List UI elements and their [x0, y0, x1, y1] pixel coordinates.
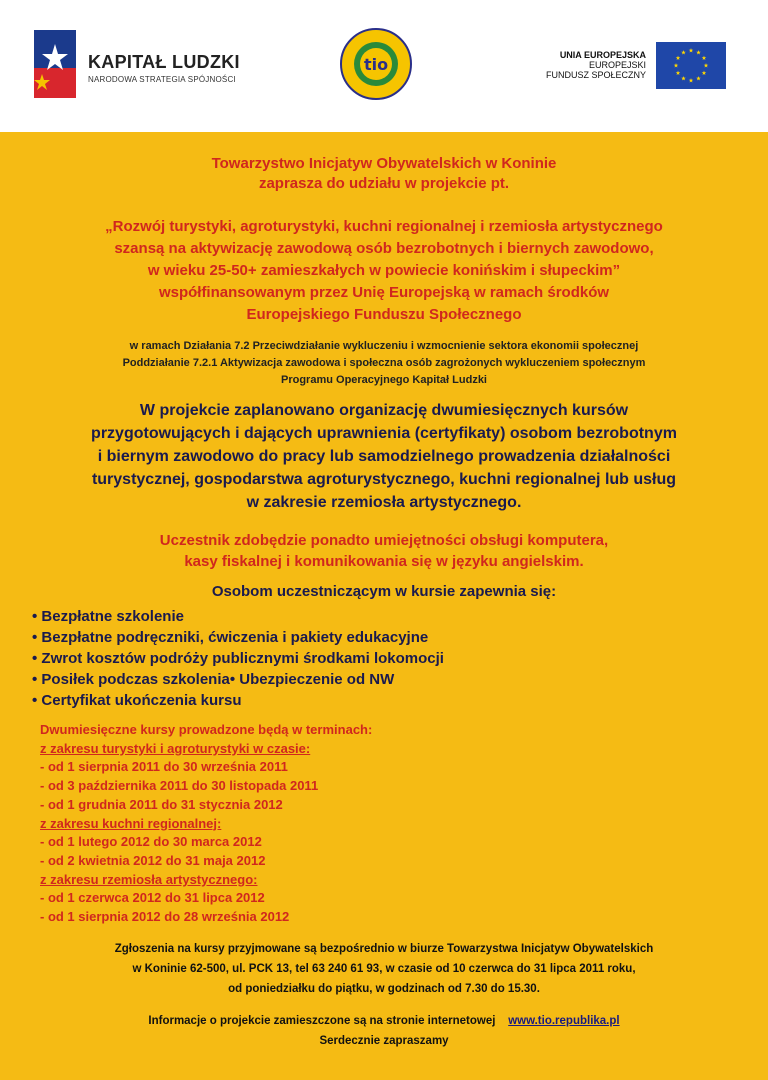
terms-date: - od 1 czerwca 2012 do 31 lipca 2012 [40, 890, 265, 906]
terms-section-title: z zakresu kuchni regionalnej: [40, 815, 222, 831]
offers-title: Osobom uczestniczącym w kursie zapewnia się: [211, 583, 557, 600]
kapital-ludzki-logo-icon [34, 30, 76, 98]
website-line [0, 1011, 768, 1031]
project-title [0, 216, 768, 326]
list-item: • Bezpłatne podręczniki, ćwiczenia i pakiety edukacyjne [32, 629, 429, 646]
course-terms [40, 721, 768, 927]
list-item: • Zwrot kosztów podróży publicznymi środkami lokomocji [32, 650, 444, 667]
list-item: • Bezpłatne szkolenie [32, 608, 184, 625]
tio-logo-icon [340, 28, 412, 100]
intro-line2: zaprasza do udziału w projekcie pt. [258, 175, 510, 192]
dzialanie [0, 338, 768, 389]
list-item: • Posiłek podczas szkolenia• Ubezpieczenie od NW [32, 671, 395, 688]
offers-list [32, 606, 768, 711]
eu-line2: EUROPEJSKI [588, 60, 646, 70]
tio-logo-text: tio [363, 55, 389, 74]
dzialanie-line2: Poddziałanie 7.2.1 Aktywizacja zawodowa i społeczna osób zagrożonych wykluczeniem społecznym [122, 357, 646, 369]
eu-line3: FUNDUSZ SPOŁECZNY [545, 70, 646, 80]
closing-text: Serdecznie zapraszamy [319, 1034, 449, 1047]
extra-skills [0, 530, 768, 572]
terms-date: - od 3 października 2011 do 30 listopada 2011 [40, 778, 319, 794]
registration-info [0, 939, 768, 999]
terms-date: - od 2 kwietnia 2012 do 31 maja 2012 [40, 852, 266, 868]
terms-section-title: z zakresu rzemiosła artystycznego: [40, 871, 258, 887]
terms-date: - od 1 sierpnia 2011 do 30 września 2011 [40, 759, 288, 775]
intro-line1: Towarzystwo Inicjatyw Obywatelskich w Koninie [211, 155, 557, 172]
project-line4: współfinansowanym przez Unię Europejską w ramach środków [158, 284, 610, 301]
website-text: Informacje o projekcie zamieszczone są na stronie internetowej [148, 1014, 496, 1027]
registration-line3: od poniedziałku do piątku, w godzinach od 7.30 do 15.30. [228, 982, 540, 995]
description-line3: i biernym zawodowo do pracy lub samodzielnego prowadzenia działalności [97, 448, 671, 465]
kl-subtitle: NARODOWA STRATEGIA SPÓJNOŚCI [88, 75, 236, 84]
terms-date: - od 1 lutego 2012 do 30 marca 2012 [40, 834, 262, 850]
terms-date: - od 1 grudnia 2011 do 31 stycznia 2012 [40, 796, 283, 812]
website-link[interactable]: www.tio.republika.pl [508, 1014, 620, 1027]
list-item: • Certyfikat ukończenia kursu [32, 692, 242, 709]
registration-line2: w Koninie 62-500, ul. PCK 13, tel 63 240 61 93, w czasie od 10 czerwca do 31 lipca 2011 roku, [132, 962, 636, 975]
website-info [0, 1011, 768, 1051]
project-line2: szansą na aktywizację zawodową osób bezrobotnych i biernych zawodowo, [114, 240, 654, 257]
dzialanie-line3: Programu Operacyjnego Kapitał Ludzki [281, 374, 487, 386]
description-line1: W projekcie zaplanowano organizację dwumiesięcznych kursów [139, 402, 629, 419]
terms-heading: Dwumiesięczne kursy prowadzone będą w terminach: [40, 722, 373, 737]
extra-line1: Uczestnik zdobędzie ponadto umiejętności obsługi komputera, [159, 532, 609, 549]
intro [0, 154, 768, 194]
project-line5: Europejskiego Funduszu Społecznego [246, 306, 522, 323]
description-line5: w zakresie rzemiosła artystycznego. [246, 494, 522, 511]
registration-line1: Zgłoszenia na kursy przyjmowane są bezpośrednio w biurze Towarzystwa Inicjatyw Obywatelskich [114, 942, 654, 955]
eu-line1: UNIA EUROPEJSKA [559, 50, 646, 60]
project-line3: w wieku 25-50+ zamieszkałych w powiecie konińskim i słupeckim” [147, 262, 621, 279]
terms-section-title: z zakresu turystyki i agroturystyki w czasie: [40, 740, 311, 756]
kapital-ludzki-text [88, 52, 240, 84]
poster-content [0, 132, 768, 1051]
dzialanie-line1: w ramach Działania 7.2 Przeciwdziałanie wykluczeniu i wzmocnienie sektora ekonomii społecznej [129, 340, 639, 352]
header [0, 0, 768, 132]
terms-date: - od 1 sierpnia 2012 do 28 września 2012 [40, 909, 290, 925]
eu-flag-icon [656, 42, 726, 89]
project-line1: „Rozwój turystyki, agroturystyki, kuchni regionalnej i rzemiosła artystycznego [105, 218, 663, 235]
description-line2: przygotowujących i dających uprawnienia (certyfikaty) osobom bezrobotnym [91, 425, 677, 442]
extra-line2: kasy fiskalnej i komunikowania się w języku angielskim. [184, 553, 584, 570]
eu-text [546, 50, 646, 80]
kl-title: KAPITAŁ LUDZKI [88, 52, 240, 72]
description-line4: turystycznej, gospodarstwa agroturystycznego, kuchni regionalnej lub usług [91, 471, 677, 488]
description [0, 399, 768, 514]
